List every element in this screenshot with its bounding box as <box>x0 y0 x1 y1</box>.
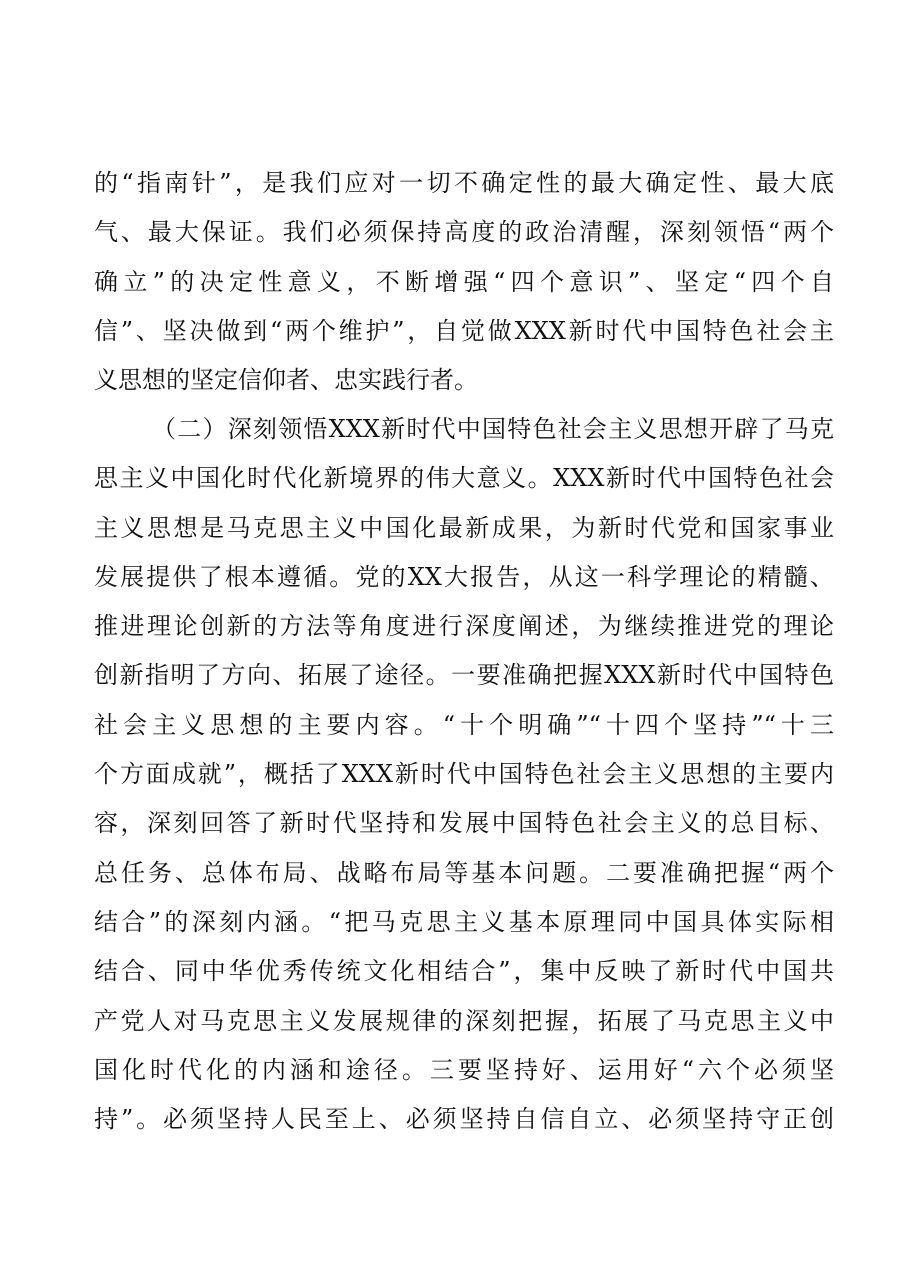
paragraph-line: 持”。必须坚持人民至上、必须坚持自信自立、必须坚持守正创 <box>94 1105 834 1134</box>
paragraph-line: 产党人对马克思主义发展规律的深刻把握，拓展了马克思主义中 <box>94 1006 834 1035</box>
paragraph-line: 容，深刻回答了新时代坚持和发展中国特色社会主义的总目标、 <box>94 809 834 838</box>
paragraph-line: 个方面成就”，概括了XXX新时代中国特色社会主义思想的主要内 <box>94 760 834 789</box>
paragraph-line: 确立”的决定性意义，不断增强“四个意识”、坚定“四个自 <box>94 267 834 296</box>
paragraph-line: 总任务、总体布局、战略布局等基本问题。二要准确把握“两个 <box>94 858 834 887</box>
paragraph-line: 气、最大保证。我们必须保持高度的政治清醒，深刻领悟“两个 <box>94 218 834 247</box>
paragraph-line: 创新指明了方向、拓展了途径。一要准确把握XXX新时代中国特色 <box>94 661 834 690</box>
paragraph-line: 义思想的坚定信仰者、忠实践行者。 <box>94 366 478 395</box>
paragraph-line: 主义思想是马克思主义中国化最新成果，为新时代党和国家事业 <box>94 513 834 542</box>
paragraph-line: 社会主义思想的主要内容。“十个明确”“十四个坚持”“十三 <box>94 710 834 739</box>
paragraph-line: 推进理论创新的方法等角度进行深度阐述，为继续推进党的理论 <box>94 612 834 641</box>
paragraph-line: 国化时代化的内涵和途径。三要坚持好、运用好“六个必须坚 <box>94 1055 834 1084</box>
paragraph-1 <box>94 159 834 405</box>
paragraph-line: 发展提供了根本遵循。党的XX大报告，从这一科学理论的精髓、 <box>94 562 834 591</box>
paragraph-line: 结合、同中华优秀传统文化相结合”，集中反映了新时代中国共 <box>94 957 834 986</box>
paragraph-line: 结合”的深刻内涵。“把马克思主义基本原理同中国具体实际相 <box>94 907 834 936</box>
paragraph-2 <box>94 405 834 1144</box>
paragraph-line: 信”、坚决做到“两个维护”，自觉做XXX新时代中国特色社会主 <box>94 316 834 345</box>
paragraph-line: 思主义中国化时代化新境界的伟大意义。XXX新时代中国特色社会 <box>94 464 834 493</box>
paragraph-line: 的“指南针”，是我们应对一切不确定性的最大确定性、最大底 <box>94 169 834 197</box>
paragraph-line: （二）深刻领悟XXX新时代中国特色社会主义思想开辟了马克 <box>152 415 834 443</box>
